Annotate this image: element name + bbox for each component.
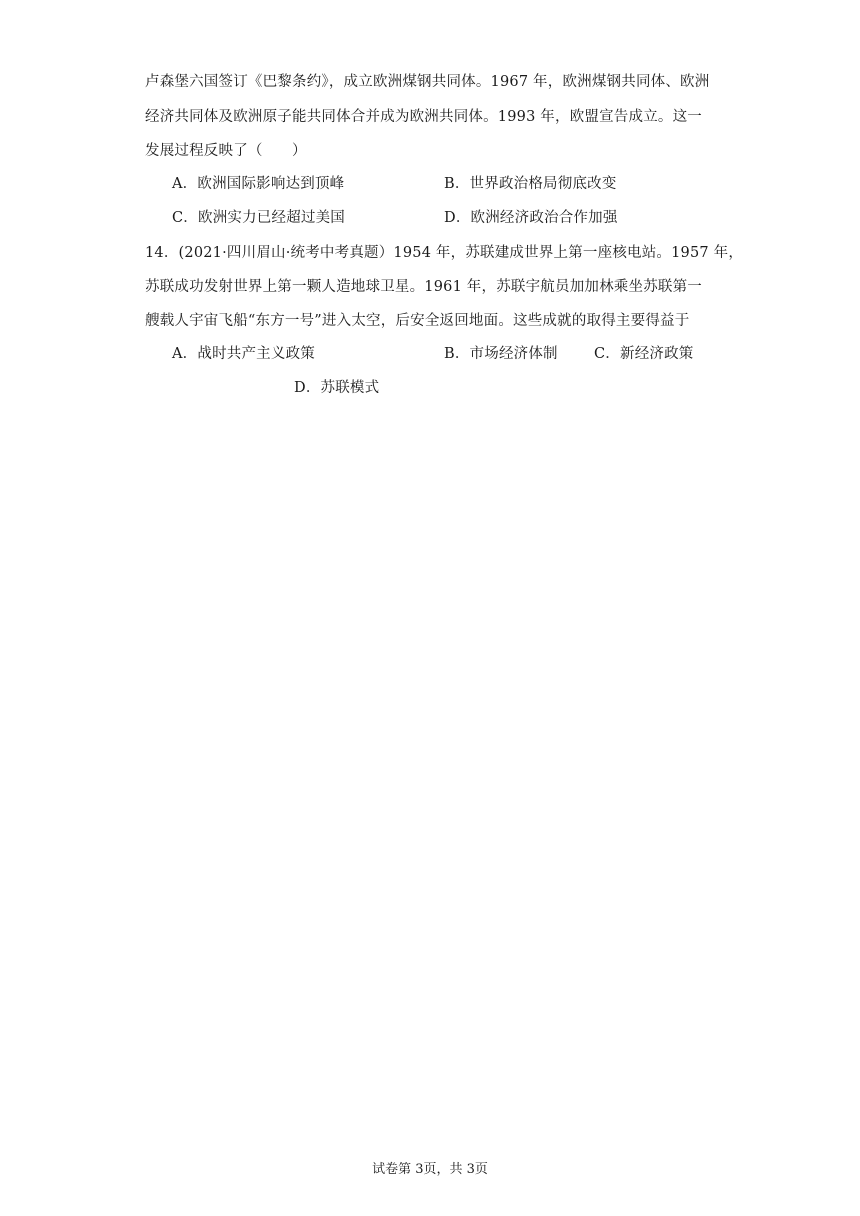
q13-stem-line-3: 发展过程反映了（ ） [145, 143, 307, 159]
q13-stem-line-1: 卢森堡六国签订《巴黎条约》，成立欧洲煤钢共同体。1967 年，欧洲煤钢共同体、欧洲 [145, 74, 710, 90]
q14-stem-line-1: 14．(2021·四川眉山·统考中考真题）1954 年，苏联建成世界上第一座核电站。1957 年， [145, 245, 744, 261]
q14-option-c: C．新经济政策 [594, 346, 694, 362]
q13-option-a: A．欧洲国际影响达到顶峰 [172, 176, 345, 192]
page-footer: 试卷第 3页，共 3页 [372, 1162, 488, 1177]
q14-stem-line-2: 苏联成功发射世界上第一颗人造地球卫星。1961 年，苏联宇航员加加林乘坐苏联第一 [145, 279, 703, 295]
q13-option-c: C．欧洲实力已经超过美国 [172, 210, 345, 226]
q14-option-a: A．战时共产主义政策 [172, 346, 315, 362]
q13-stem-line-2: 经济共同体及欧洲原子能共同体合并成为欧洲共同体。1993 年，欧盟宣告成立。这一 [145, 109, 703, 125]
q13-option-d: D．欧洲经济政治合作加强 [444, 210, 618, 226]
q14-option-d: D．苏联模式 [294, 380, 380, 396]
q14-option-b: B．市场经济体制 [444, 346, 558, 362]
q13-option-b: B．世界政治格局彻底改变 [444, 176, 617, 192]
q14-stem-line-3: 艘载人宇宙飞船“东方一号”进入太空，后安全返回地面。这些成就的取得主要得益于 [145, 313, 690, 329]
